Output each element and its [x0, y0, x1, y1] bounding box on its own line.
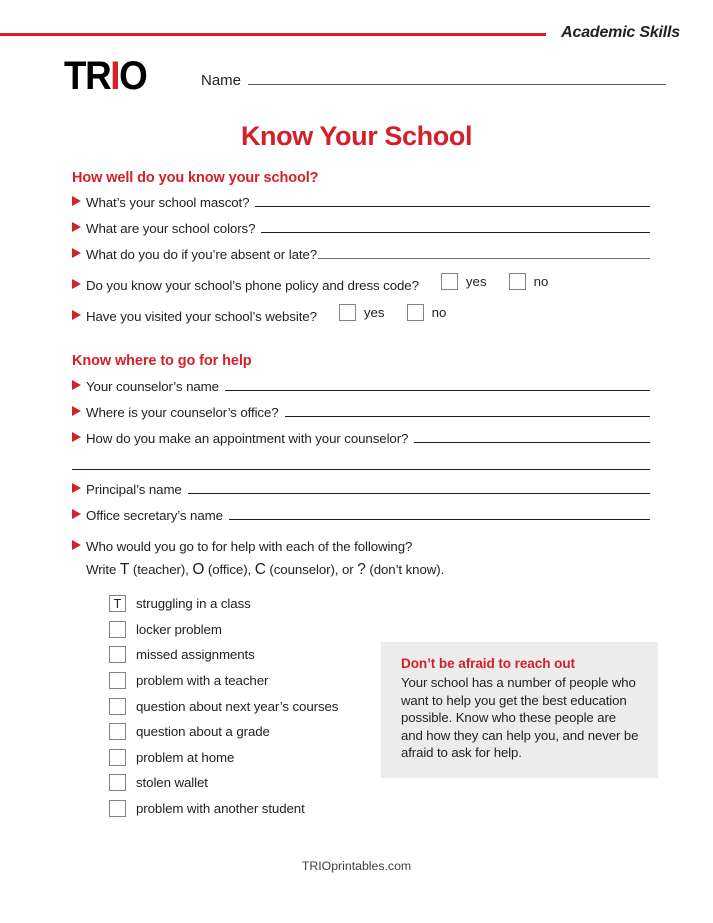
checkbox-input[interactable]	[109, 621, 126, 638]
checkbox-input[interactable]	[109, 723, 126, 740]
yes-label: yes	[465, 274, 487, 289]
instruction-lead: Write	[86, 562, 120, 577]
question-text: Principal’s name	[86, 482, 182, 497]
question-row	[72, 482, 650, 497]
list-item-label: stolen wallet	[136, 775, 208, 791]
list-item-label: question about a grade	[136, 724, 270, 740]
question-text: What do you do if you’re absent or late?	[86, 247, 318, 262]
question-row	[72, 508, 650, 523]
footer-url: TRIOprintables.com	[301, 859, 412, 873]
code-teacher: T	[119, 561, 130, 578]
question-row	[72, 431, 650, 446]
list-item[interactable]	[109, 668, 409, 694]
list-item-label: problem at home	[136, 749, 235, 765]
code-counselor-desc: (counselor), or	[265, 562, 358, 577]
header-kicker: Academic Skills	[561, 24, 680, 41]
answer-line[interactable]	[261, 221, 650, 233]
triangle-bullet-icon	[72, 380, 86, 390]
checkbox-input[interactable]	[109, 800, 126, 817]
list-item-label: struggling in a class	[136, 596, 251, 612]
checkbox-input[interactable]: T	[109, 595, 126, 612]
answer-line[interactable]	[225, 379, 650, 391]
question-row	[72, 539, 650, 554]
answer-line[interactable]	[318, 247, 650, 259]
question-text: What are your school colors?	[86, 221, 256, 236]
name-label: Name	[201, 72, 242, 89]
worksheet-content	[72, 170, 650, 817]
question-row	[72, 221, 650, 236]
list-item[interactable]	[109, 745, 409, 771]
callout-title: Don’t be afraid to reach out	[401, 656, 575, 671]
no-label: no	[533, 274, 549, 289]
question-text: Have you visited your school’s website?	[86, 309, 317, 324]
list-item[interactable]	[109, 617, 409, 643]
list-item-label: problem with another student	[136, 801, 305, 817]
triangle-bullet-icon	[72, 406, 86, 416]
list-item[interactable]	[109, 591, 409, 617]
checkbox-input[interactable]	[109, 749, 126, 766]
triangle-bullet-icon	[72, 248, 86, 258]
section-heading-2: Know where to go for help	[72, 353, 252, 369]
code-office: O	[192, 561, 205, 578]
yes-option[interactable]	[339, 304, 385, 321]
question-row	[72, 304, 650, 324]
checkbox-no[interactable]	[407, 304, 424, 321]
checkbox-yes[interactable]	[441, 273, 458, 290]
list-item[interactable]	[109, 796, 409, 822]
list-item[interactable]	[109, 642, 409, 668]
triangle-bullet-icon	[72, 196, 86, 206]
code-counselor: C	[254, 561, 266, 578]
question-text: Where is your counselor’s office?	[86, 405, 279, 420]
code-unknown: ?	[357, 561, 366, 578]
trio-logo-i: I	[110, 54, 120, 98]
question-text: Office secretary’s name	[86, 508, 223, 523]
page-header	[0, 0, 713, 110]
question-row	[72, 247, 650, 262]
yes-no-group	[339, 304, 447, 321]
answer-line[interactable]	[414, 431, 650, 443]
question-row	[72, 405, 650, 420]
list-item[interactable]	[109, 693, 409, 719]
name-input-line[interactable]	[248, 71, 666, 85]
header-red-rule	[0, 33, 546, 36]
no-option[interactable]	[407, 304, 447, 321]
checkbox-input[interactable]	[109, 672, 126, 689]
callout-box	[381, 642, 658, 778]
no-label: no	[431, 305, 447, 320]
yes-option[interactable]	[441, 273, 487, 290]
callout-body: Your school has a number of people who want to help you get the best education possible. Know who these people are and how they can help you, and never be afraid to ask for help.	[401, 675, 639, 761]
code-teacher-desc: (teacher),	[129, 562, 193, 577]
answer-line[interactable]	[285, 405, 650, 417]
checkbox-input[interactable]	[109, 646, 126, 663]
code-office-desc: (office),	[204, 562, 255, 577]
question-text: Who would you go to for help with each of the following?	[86, 539, 413, 554]
no-option[interactable]	[509, 273, 549, 290]
name-field	[201, 71, 666, 89]
answer-line-continuation[interactable]	[72, 457, 650, 470]
triangle-bullet-icon	[72, 279, 86, 289]
trio-logo	[64, 56, 146, 96]
question-text: Your counselor’s name	[86, 379, 219, 394]
who-to-ask-block	[72, 539, 650, 579]
question-row	[72, 379, 650, 394]
triangle-bullet-icon	[72, 540, 86, 550]
answer-line[interactable]	[229, 508, 650, 520]
checkbox-input[interactable]	[109, 698, 126, 715]
checkbox-yes[interactable]	[339, 304, 356, 321]
list-item-label: locker problem	[136, 621, 222, 637]
question-row	[72, 273, 650, 293]
page-title: Know Your School	[240, 121, 473, 151]
list-item[interactable]	[109, 719, 409, 745]
answer-line[interactable]	[255, 195, 650, 207]
help-topic-checklist	[109, 591, 409, 821]
trio-logo-tr: TR	[64, 54, 111, 98]
checkbox-no[interactable]	[509, 273, 526, 290]
yes-no-group	[441, 273, 549, 290]
write-code-instruction	[86, 561, 650, 579]
triangle-bullet-icon	[72, 432, 86, 442]
triangle-bullet-icon	[72, 483, 86, 493]
list-item-label: question about next year’s courses	[136, 698, 339, 714]
trio-logo-o: O	[119, 54, 147, 98]
triangle-bullet-icon	[72, 222, 86, 232]
question-row	[72, 195, 650, 210]
section-heading-1: How well do you know your school?	[72, 170, 319, 186]
list-item-label: problem with a teacher	[136, 673, 269, 689]
list-item-label: missed assignments	[136, 647, 255, 663]
question-text: What’s your school mascot?	[86, 195, 250, 210]
code-unknown-desc: (don’t know).	[365, 562, 445, 577]
triangle-bullet-icon	[72, 509, 86, 519]
question-text: How do you make an appointment with your counselor?	[86, 431, 409, 446]
answer-line[interactable]	[188, 482, 650, 494]
yes-label: yes	[363, 305, 385, 320]
triangle-bullet-icon	[72, 310, 86, 320]
list-item[interactable]	[109, 770, 409, 796]
question-text: Do you know your school’s phone policy and dress code?	[86, 278, 419, 293]
checkbox-input[interactable]	[109, 774, 126, 791]
